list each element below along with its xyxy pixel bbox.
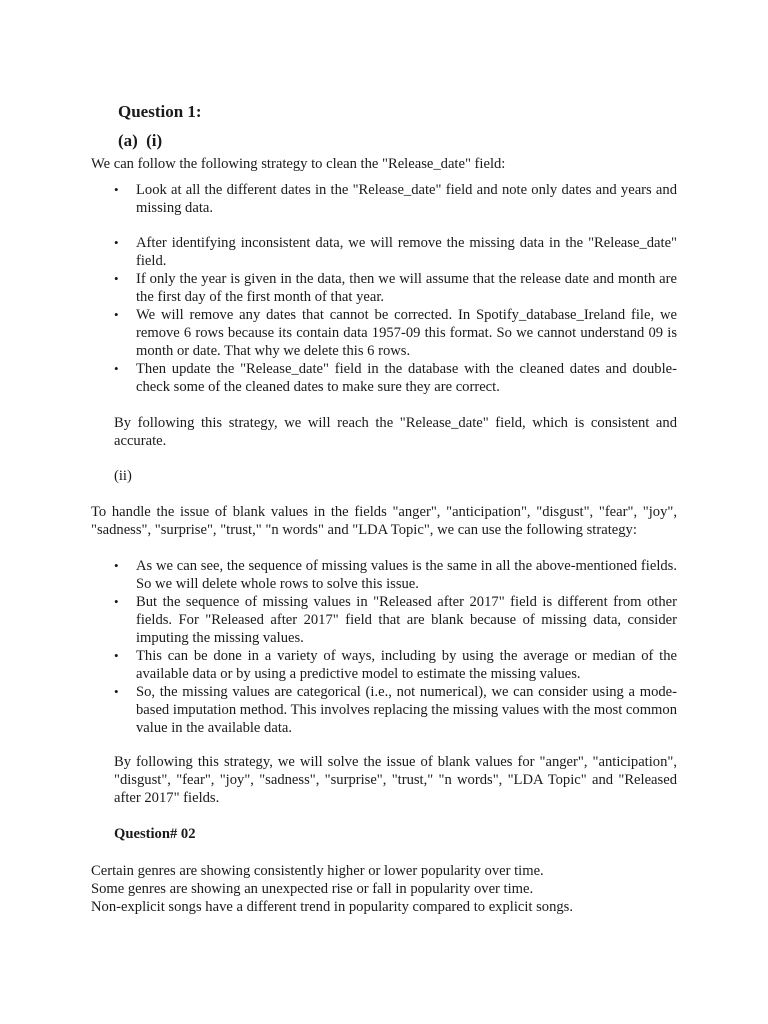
list-item-text: Look at all the different dates in the "Release_date" field and note only dates and years and missing data. — [136, 182, 677, 216]
list-item — [114, 181, 677, 217]
bullet-icon: • — [114, 235, 119, 250]
question-1-heading: Question 1: — [118, 102, 202, 121]
bullet-list-ii — [114, 557, 677, 737]
list-item — [114, 360, 677, 396]
list-item — [114, 306, 677, 360]
list-item-text: Then update the "Release_date" field in the database with the cleaned dates and double-check some of the cleaned dates to make sure they are correct. — [136, 361, 677, 395]
bullet-list-b — [114, 234, 677, 396]
bullet-icon: • — [114, 361, 119, 376]
bullet-list-a — [114, 181, 677, 217]
conclusion-paragraph-ii: By following this strategy, we will solve the issue of blank values for "anger", "anticipation", "disgust", "fear", "joy", "sadness", "surprise", "trust," "n words", "LDA Topic" and "Released after 2017" fields. — [114, 754, 677, 806]
list-item — [114, 234, 677, 270]
list-item-text: As we can see, the sequence of missing values is the same in all the above-mentioned fields. So we will delete whole rows to solve this issue. — [136, 558, 677, 592]
list-item — [114, 647, 677, 683]
list-item-text: After identifying inconsistent data, we will remove the missing data in the "Release_date" field. — [136, 235, 677, 269]
bullet-icon: • — [114, 684, 119, 699]
bullet-icon: • — [114, 271, 119, 286]
bullet-icon: • — [114, 648, 119, 663]
bullet-icon: • — [114, 307, 119, 322]
question-1-subheading: (a) (i) — [118, 131, 163, 150]
conclusion-paragraph: By following this strategy, we will reach the "Release_date" field, which is consistent and accurate. — [114, 415, 677, 449]
bullet-icon: • — [114, 558, 119, 573]
list-item-text: This can be done in a variety of ways, including by using the average or median of the available data or by using a predictive model to estimate the missing values. — [136, 648, 677, 682]
list-item — [114, 593, 677, 647]
question-2-heading: Question# 02 — [114, 826, 196, 842]
bullet-icon: • — [114, 182, 119, 197]
question-2-line: Non-explicit songs have a different trend in popularity compared to explicit songs. — [91, 899, 574, 915]
question-2-body — [91, 862, 691, 916]
intro-paragraph-ii: To handle the issue of blank values in the fields "anger", "anticipation", "disgust", "fear", "joy", "sadness", "surprise", "trust," "n words" and "LDA Topic", we can use the following strategy: — [91, 504, 677, 538]
list-item-text: So, the missing values are categorical (i.e., not numerical), we can consider using a mode-based imputation method. This involves replacing the missing values with the most common value in the available data. — [136, 684, 677, 736]
list-item — [114, 270, 677, 306]
question-2-line: Certain genres are showing consistently higher or lower popularity over time. — [91, 863, 544, 879]
list-item-text: We will remove any dates that cannot be corrected. In Spotify_database_Ireland file, we remove 6 rows because its contain data 1957-09 this format. So we cannot understand 09 is month or date. That why we delete this 6 rows. — [136, 307, 677, 359]
part-ii-label: (ii) — [114, 468, 132, 484]
list-item — [114, 683, 677, 737]
list-item-text: But the sequence of missing values in "Released after 2017" field is different from other fields. For "Released after 2017" field that are blank because of missing data, consider imputing the missing values. — [136, 594, 677, 646]
list-item-text: If only the year is given in the data, then we will assume that the release date and month are the first day of the first month of that year. — [136, 271, 677, 305]
question-2-line: Some genres are showing an unexpected rise or fall in popularity over time. — [91, 881, 534, 897]
list-item — [114, 557, 677, 593]
bullet-icon: • — [114, 594, 119, 609]
intro-paragraph: We can follow the following strategy to clean the "Release_date" field: — [91, 156, 506, 172]
